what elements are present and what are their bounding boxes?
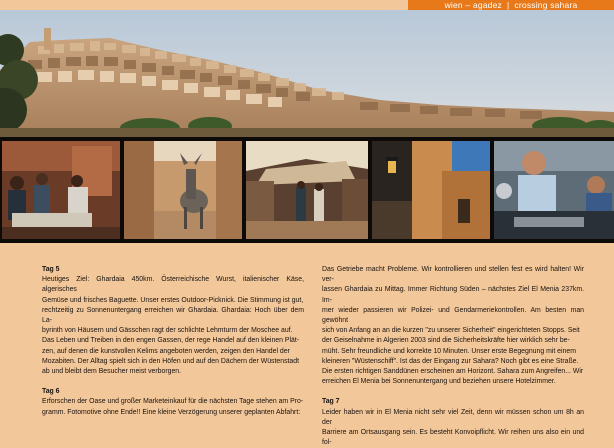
page-header — [0, 0, 614, 10]
body-line: Barriere am Ortsausgang sein. Es besteht Konvoipflicht. Wir reihen uns also ein und fol- — [322, 429, 584, 447]
body-line: rechtzeitig zu Sonnenuntergang erreichen wir Ghardaia. Ghardaia: Hoch über dem La- — [42, 306, 304, 325]
right-column — [322, 265, 584, 448]
body-line: Die ersten richtigen Sanddünen erscheinen am Horizont. Sahara zum Angreifen... Wir — [322, 368, 584, 376]
covered-market-photo — [246, 141, 368, 239]
body-line: zen, auf denen die kunstvollen Kelims angeboten werden, zeigen den Handel der — [42, 347, 290, 355]
donkey-alley-photo — [124, 141, 242, 239]
body-line: Erforschen der Oase und großer Marketeinkauf für die nächsten Tage stehen am Pro- — [42, 398, 304, 406]
body-line: der Geiselnahme in Algerien 2003 sind die Sicherheitskräfte hier wirklich sehr be- — [322, 337, 570, 345]
day-7-heading: Tag 7 — [322, 398, 340, 406]
body-line: lassen Ghardaia zu Mittag. Immer Richtung Süden – nächstes Ziel El Menia 237km. Im- — [322, 286, 584, 304]
desert-town-hillside-photo — [0, 10, 614, 137]
photo-filmstrip — [0, 137, 614, 243]
body-line: erreichen El Menia bei Sonnenuntergang und beziehen unsere Hotelzimmer. — [322, 378, 556, 386]
route-title: wien – agadez — [444, 0, 502, 10]
body-line: gramm. Fotomotive ohne Ende!! Eine kleine Verzögerung unserer geplanten Abfahrt: — [42, 408, 301, 416]
body-line: byrinth von Häusern und Gässchen ragt der schlichte Lehmturm der Moschee auf. — [42, 327, 293, 335]
left-column — [42, 265, 304, 418]
body-line: ab und bleibt dem Besucher meist verborgen. — [42, 368, 182, 376]
body-line: sich von Anfang an an die kurzen "zu unserer Sicherheit" eingerichteten Stopps. Seit — [322, 327, 580, 335]
body-line: Das Getriebe macht Probleme. Wir kontrollieren und stellen fest es wird halten! Wir ver- — [322, 266, 584, 284]
cafe-scene-photo — [2, 141, 120, 239]
body-line: Gemüse und frisches Baguette. Unser erstes Outdoor-Picknick. Die Stimmung ist gut, — [42, 296, 304, 304]
header-divider: | — [506, 0, 510, 10]
mechanics-workshop-photo — [494, 141, 614, 239]
article-text — [0, 243, 614, 447]
body-line: kleineren "Wüstenschiff". Ist das der Eingang zur Sahara? Noch gibt es eine Straße. — [322, 357, 579, 365]
body-line: Leider haben wir in El Menia nicht sehr viel Zeit, denn wir müssen schon um 8h an der — [322, 408, 584, 426]
section-title: crossing sahara — [514, 0, 578, 10]
section-header-bar — [408, 0, 614, 10]
day-5-heading: Tag 5 — [42, 266, 60, 273]
body-line: mer wieder passieren wir Polizei- und Gendarmeriekontrollen. Am besten man gewöhnt — [322, 306, 584, 325]
body-line: müht. Sehr freundliche und korrekte 10 Minuten. Unser erste Begegnung mit einem — [322, 347, 576, 355]
body-line: Das Leben und Treiben in den engen Gassen, der rege Handel auf den kleinen Plät- — [42, 337, 300, 345]
day-6-heading: Tag 6 — [42, 388, 60, 396]
body-line: Heutiges Ziel: Ghardaia 450km. Österreichische Wurst, italienischer Käse, algerisches — [42, 276, 304, 294]
lantern-wall-photo — [372, 141, 490, 239]
body-line: Mozabiten. Der Alltag spielt sich in den Höfen und auf den Dächern der Wüstenstadt — [42, 357, 300, 365]
